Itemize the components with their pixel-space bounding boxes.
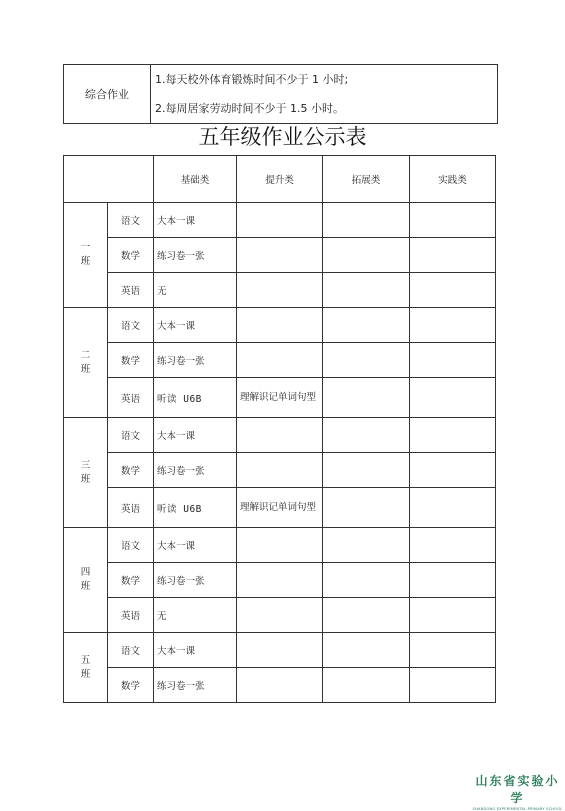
extend-cell [323, 453, 410, 488]
improve-cell: 理解识记单词句型 [237, 378, 323, 418]
improve-cell [237, 273, 323, 308]
header-corner [64, 156, 154, 203]
class-name-line1: 三 [80, 459, 91, 471]
practice-cell [410, 203, 496, 238]
extend-cell [323, 528, 410, 563]
extend-cell [323, 418, 410, 453]
subject-cell: 英语 [108, 598, 154, 633]
basic-cell: 练习卷一张 [154, 668, 237, 703]
practice-cell [410, 668, 496, 703]
practice-cell [410, 598, 496, 633]
extend-cell [323, 598, 410, 633]
class-name-line1: 一 [80, 242, 91, 253]
basic-cell: 大本一课 [154, 528, 237, 563]
rule-housework: 2.每周居家劳动时间不少于 1.5 小时。 [151, 94, 498, 124]
subject-cell: 语文 [108, 633, 154, 668]
table-row [64, 453, 496, 488]
extend-cell [323, 238, 410, 273]
subject-cell: 语文 [108, 528, 154, 563]
table-row [64, 598, 496, 633]
subject-cell: 英语 [108, 378, 154, 418]
improve-cell [237, 203, 323, 238]
table-row [64, 633, 496, 668]
improve-cell [237, 668, 323, 703]
subject-cell: 英语 [108, 488, 154, 528]
extend-cell [323, 343, 410, 378]
basic-cell: 大本一课 [154, 633, 237, 668]
basic-cell: 听读 U6B [154, 378, 237, 418]
basic-cell: 无 [154, 273, 237, 308]
improve-cell [237, 633, 323, 668]
class-name-line2: 班 [80, 668, 91, 680]
table-row [64, 238, 496, 273]
class-cell [64, 418, 108, 528]
table-row [64, 343, 496, 378]
improve-cell [237, 343, 323, 378]
improve-cell: 理解识记单词句型 [237, 488, 323, 528]
improve-cell [237, 528, 323, 563]
comprehensive-label: 综合作业 [64, 65, 151, 124]
practice-cell [410, 238, 496, 273]
table-row [64, 418, 496, 453]
school-logo [470, 772, 565, 811]
practice-cell [410, 308, 496, 343]
practice-cell [410, 418, 496, 453]
improve-cell [237, 418, 323, 453]
basic-cell: 练习卷一张 [154, 343, 237, 378]
table-row [64, 563, 496, 598]
improve-cell [237, 453, 323, 488]
comprehensive-homework-table [63, 64, 498, 124]
class-name-line2: 班 [80, 581, 91, 592]
extend-cell [323, 203, 410, 238]
basic-cell: 无 [154, 598, 237, 633]
practice-cell [410, 378, 496, 418]
table-row [64, 203, 496, 238]
class-name-line1: 五 [80, 654, 91, 666]
subject-cell: 语文 [108, 203, 154, 238]
practice-cell [410, 633, 496, 668]
extend-cell [323, 563, 410, 598]
table-row [64, 378, 496, 418]
basic-cell: 大本一课 [154, 308, 237, 343]
subject-cell: 数学 [108, 343, 154, 378]
improve-cell [237, 308, 323, 343]
extend-cell [323, 308, 410, 343]
improve-cell [237, 238, 323, 273]
class-cell [64, 528, 108, 633]
subject-cell: 数学 [108, 563, 154, 598]
extend-cell [323, 668, 410, 703]
header-row [64, 156, 496, 203]
subject-cell: 语文 [108, 418, 154, 453]
practice-cell [410, 453, 496, 488]
table-row [64, 528, 496, 563]
extend-cell [323, 633, 410, 668]
improve-cell [237, 598, 323, 633]
table-row [64, 668, 496, 703]
basic-cell: 练习卷一张 [154, 563, 237, 598]
improve-cell [237, 563, 323, 598]
practice-cell [410, 273, 496, 308]
header-improve: 提升类 [237, 156, 323, 203]
table-row [64, 488, 496, 528]
school-logo-english: SHANDONG EXPERIMENTAL PRIMARY SCHOOL [472, 807, 563, 811]
rule-exercise: 1.每天校外体育锻炼时间不少于 1 小时; [151, 65, 498, 95]
class-cell [64, 308, 108, 418]
extend-cell [323, 378, 410, 418]
practice-cell [410, 488, 496, 528]
subject-cell: 数学 [108, 238, 154, 273]
basic-cell: 大本一课 [154, 203, 237, 238]
subject-cell: 数学 [108, 453, 154, 488]
class-name-line2: 班 [80, 363, 91, 375]
extend-cell [323, 273, 410, 308]
table-row [64, 273, 496, 308]
school-logo-chinese: 山东省实验小学 [475, 774, 560, 805]
practice-cell [410, 563, 496, 598]
subject-cell: 数学 [108, 668, 154, 703]
basic-cell: 听读 U6B [154, 488, 237, 528]
basic-cell: 大本一课 [154, 418, 237, 453]
header-practice: 实践类 [410, 156, 496, 203]
page-title: 五年级作业公示表 [198, 125, 367, 149]
header-basic: 基础类 [154, 156, 237, 203]
class-name-line1: 二 [80, 349, 91, 361]
basic-cell: 练习卷一张 [154, 238, 237, 273]
basic-cell: 练习卷一张 [154, 453, 237, 488]
class-name-line1: 四 [80, 567, 91, 578]
practice-cell [410, 528, 496, 563]
header-extend: 拓展类 [323, 156, 410, 203]
class-cell [64, 203, 108, 308]
class-name-line2: 班 [80, 256, 91, 267]
subject-cell: 语文 [108, 308, 154, 343]
extend-cell [323, 488, 410, 528]
practice-cell [410, 343, 496, 378]
subject-cell: 英语 [108, 273, 154, 308]
homework-table [63, 155, 496, 703]
class-cell [64, 633, 108, 703]
class-name-line2: 班 [80, 473, 91, 485]
table-row [64, 308, 496, 343]
